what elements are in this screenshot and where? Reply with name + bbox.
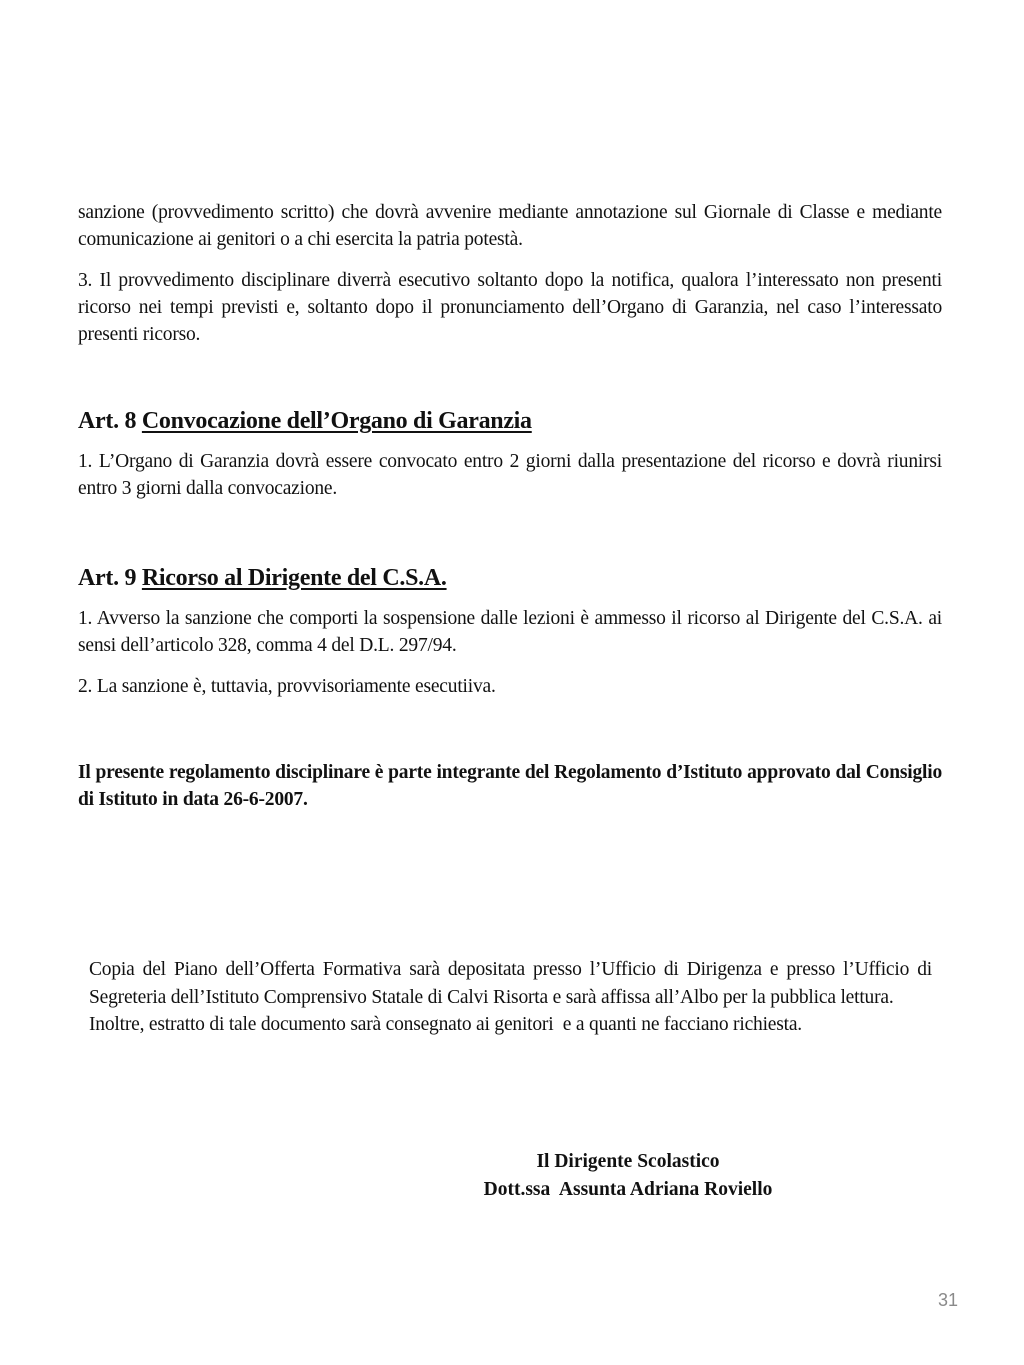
article-9-heading xyxy=(78,563,942,593)
point-3-paragraph: 3. Il provvedimento disciplinare diverrà esecutivo soltanto dopo la notifica, qualora l’interessato non presenti ricorso nei tempi previsti e, soltanto dopo il pronunciamento dell’Organo di Garanzia, nel caso l’interessato presenti ricorso. xyxy=(78,270,942,345)
article-9-point-1: 1. Avverso la sanzione che comporti la sospensione dalle lezioni è ammesso il ricorso al Dirigente del C.S.A. ai sensi dell’articolo 328, comma 4 del D.L. 297/94. xyxy=(78,608,942,656)
article-9-point-2: 2. La sanzione è, tuttavia, provvisoriamente esecutiiva. xyxy=(78,676,496,697)
pof-note-paragraph-1: Copia del Piano dell’Offerta Formativa sarà depositata presso l’Ufficio di Dirigenza e presso l’Ufficio di Segreteria dell’Istituto Comprensivo Statale di Calvi Risorta e sarà affissa all’Albo per la pubblica lettura. xyxy=(89,959,932,1008)
article-8-number: Art. 8 xyxy=(78,408,137,434)
continuation-section xyxy=(78,199,942,348)
continuation-paragraph: sanzione (provvedimento scritto) che dovrà avvenire mediante annotazione sul Giornale di Classe e mediante comunicazione ai genitori o a chi esercita la patria potestà. xyxy=(78,202,942,250)
article-8-heading xyxy=(78,406,942,436)
pof-note xyxy=(89,956,932,1039)
pof-note-paragraph-2: Inoltre, estratto di tale documento sarà consegnato ai genitori e a quanti ne facciano richiesta. xyxy=(89,1014,802,1035)
signature-name: Dott.ssa Assunta Adriana Roviello xyxy=(483,1179,773,1200)
article-8-title: Convocazione dell’Organo di Garanzia xyxy=(141,408,532,434)
article-9-number: Art. 9 xyxy=(78,565,137,591)
article-9-title: Ricorso al Dirigente del C.S.A. xyxy=(141,565,447,591)
closing-section xyxy=(78,759,942,813)
signature-role: Il Dirigente Scolastico xyxy=(536,1151,720,1172)
article-8-point-1: 1. L’Organo di Garanzia dovrà essere convocato entro 2 giorni dalla presentazione del ricorso e dovrà riunirsi entro 3 giorni dalla convocazione. xyxy=(78,451,942,499)
closing-statement: Il presente regolamento disciplinare è parte integrante del Regolamento d’Istituto approvato dal Consiglio di Istituto in data 26-6-2007. xyxy=(78,762,942,810)
article-8 xyxy=(78,406,942,502)
article-9 xyxy=(78,563,942,700)
signature-block xyxy=(420,1148,836,1204)
page-number: 31 xyxy=(937,1290,958,1310)
